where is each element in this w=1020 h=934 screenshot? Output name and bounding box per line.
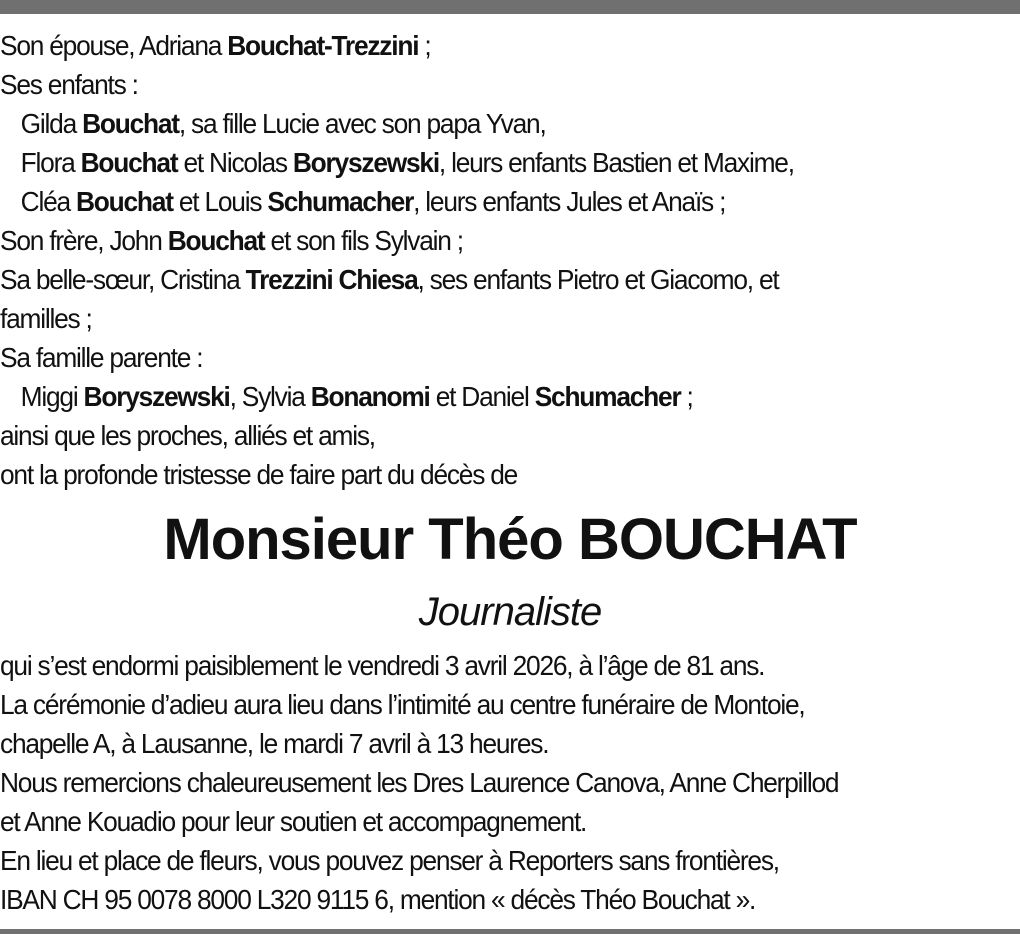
donation-line-1: En lieu et place de fleurs, vous pouvez penser à Reporters sans frontières, — [0, 845, 779, 876]
surname: Bonanomi — [310, 381, 430, 412]
text: Gilda — [20, 108, 83, 139]
thanks-line-2: et Anne Kouadio pour leur soutien et accompagnement. — [0, 806, 587, 837]
text: et Louis — [172, 186, 268, 217]
surname: Bouchat — [80, 147, 178, 178]
announcement-line — [0, 455, 1020, 494]
friends-line — [0, 416, 1020, 455]
text: , Sylvia — [229, 381, 311, 412]
text: et Daniel — [429, 381, 535, 412]
relatives-line — [0, 377, 1020, 416]
family-announcement — [0, 26, 959, 494]
text: et son fils Sylvain ; — [264, 225, 463, 256]
text: Sa belle-sœur, Cristina — [0, 264, 246, 295]
text: Miggi — [20, 381, 84, 412]
text: Ses enfants : — [0, 69, 138, 100]
child-line-1 — [0, 104, 1020, 143]
text: et Nicolas — [177, 147, 293, 178]
bottom-rule — [0, 929, 1020, 934]
surname: Bouchat — [167, 225, 265, 256]
brother-line — [0, 221, 1020, 260]
text: ; — [680, 381, 693, 412]
text: familles ; — [0, 303, 92, 334]
thanks-line-1: Nous remercions chaleureusement les Dres Laurence Canova, Anne Cherpillod — [0, 767, 839, 798]
surname: Bouchat-Trezzini — [227, 30, 419, 61]
text: Son frère, John — [0, 225, 168, 256]
text: Flora — [20, 147, 81, 178]
child-line-2 — [0, 143, 1020, 182]
text: , ses enfants Pietro et Giacomo, et — [417, 264, 779, 295]
surname: Boryszewski — [292, 147, 439, 178]
text: ; — [418, 30, 431, 61]
text: Son épouse, Adriana — [0, 30, 228, 61]
spouse-line — [0, 26, 1020, 65]
text: ainsi que les proches, alliés et amis, — [0, 420, 375, 451]
text: , leurs enfants Jules et Anaïs ; — [413, 186, 726, 217]
children-heading — [0, 65, 1020, 104]
ceremony-line-2: chapelle A, à Lausanne, le mardi 7 avril à 13 heures. — [0, 728, 549, 759]
surname: Boryszewski — [83, 381, 230, 412]
ceremony-line-1: La cérémonie d’adieu aura lieu dans l’intimité au centre funéraire de Montoie, — [0, 689, 805, 720]
surname: Bouchat — [76, 186, 173, 217]
text: Sa famille parente : — [0, 342, 203, 373]
top-rule — [0, 0, 1020, 14]
deceased-profession: Journaliste — [418, 590, 602, 634]
deceased-name: Monsieur Théo BOUCHAT — [163, 507, 857, 572]
surname: Schumacher — [267, 186, 414, 217]
death-line: qui s’est endormi paisiblement le vendredi 3 avril 2026, à l’âge de 81 ans. — [0, 650, 765, 681]
details-section — [0, 646, 959, 919]
donation-line-2: IBAN CH 95 0078 8000 L320 9115 6, mention « décès Théo Bouchat ». — [0, 884, 756, 915]
families-line — [0, 299, 1020, 338]
child-line-3 — [0, 182, 1020, 221]
surname: Trezzini Chiesa — [245, 264, 418, 295]
surname: Bouchat — [82, 108, 179, 139]
text: Cléa — [20, 186, 77, 217]
sister-in-law-line — [0, 260, 1020, 299]
surname: Schumacher — [534, 381, 681, 412]
text: ont la profonde tristesse de faire part du décès de — [0, 459, 518, 490]
relatives-heading — [0, 338, 1020, 377]
text: , leurs enfants Bastien et Maxime, — [438, 147, 794, 178]
text: , sa fille Lucie avec son papa Yvan, — [178, 108, 546, 139]
